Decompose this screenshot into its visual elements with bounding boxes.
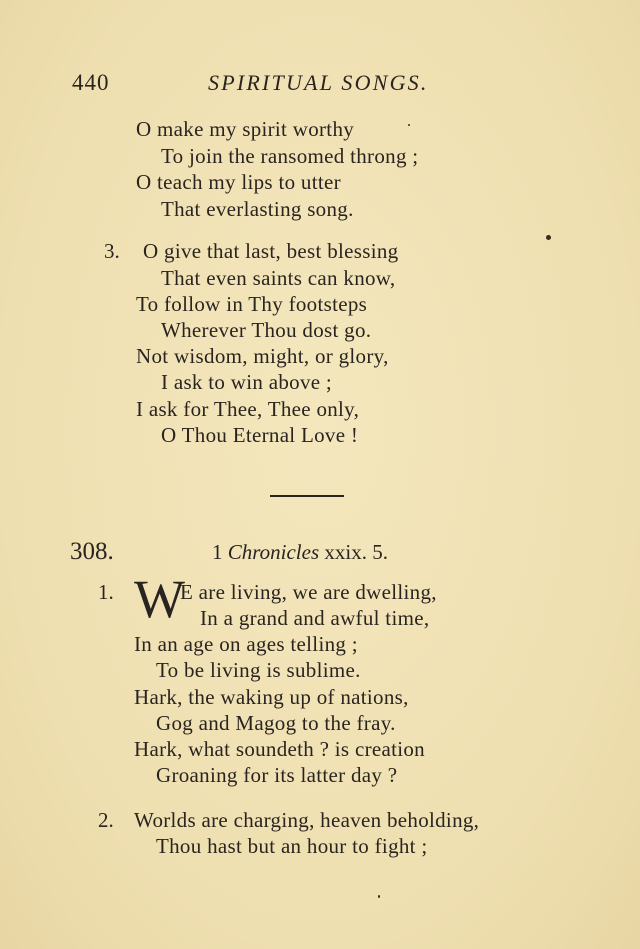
page-header: [0, 66, 640, 100]
verse-line: That everlasting song.: [161, 197, 354, 221]
scripture-prefix: 1: [212, 540, 223, 564]
verse-line: Thou hast but an hour to fight ;: [156, 834, 428, 858]
verse-line: Hark, the waking up of nations,: [134, 685, 409, 709]
hymn-number: 308.: [70, 538, 114, 565]
verse-line: O Thou Eternal Love !: [161, 423, 359, 447]
verse-line: To follow in Thy footsteps: [136, 292, 368, 316]
verse-line: I ask for Thee, Thee only,: [136, 397, 360, 421]
ink-speck: [408, 124, 410, 126]
verse-line: O give that last, best blessing: [143, 239, 399, 263]
ink-speck: [378, 895, 380, 898]
verse-line: In an age on ages telling ;: [134, 632, 358, 656]
verse-line: In a grand and awful time,: [200, 606, 430, 630]
verse-line: Hark, what soundeth ? is creation: [134, 737, 425, 761]
ink-speck: [546, 235, 551, 240]
stanza-number: 2.: [98, 808, 114, 832]
verse-line: Not wisdom, might, or glory,: [136, 344, 389, 368]
verse-line: Worlds are charging, heaven beholding,: [134, 808, 480, 832]
stanza-number: 1.: [98, 580, 114, 604]
section-divider: [270, 495, 344, 497]
scripture-reference: [212, 540, 388, 565]
verse-line: E are living, we are dwelling,: [180, 580, 437, 604]
verse-line: Gog and Magog to the fray.: [156, 711, 396, 735]
verse-line: O teach my lips to utter: [136, 170, 341, 194]
stanza-number: 3.: [104, 239, 120, 263]
verse-line: Groaning for its latter day ?: [156, 763, 398, 787]
running-title: SPIRITUAL SONGS.: [208, 70, 429, 95]
verse-line: To join the ransomed throng ;: [161, 144, 419, 168]
verse-line: Wherever Thou dost go.: [161, 318, 372, 342]
verse-line: O make my spirit worthy: [136, 117, 355, 141]
drop-cap: W: [134, 569, 185, 629]
verse-line: I ask to win above ;: [161, 370, 333, 394]
scripture-ref: xxix. 5.: [324, 540, 388, 564]
verse-line: That even saints can know,: [161, 266, 396, 290]
page-number: 440: [72, 70, 110, 95]
scripture-book: Chronicles: [227, 540, 320, 564]
verse-line: To be living is sublime.: [156, 658, 361, 682]
